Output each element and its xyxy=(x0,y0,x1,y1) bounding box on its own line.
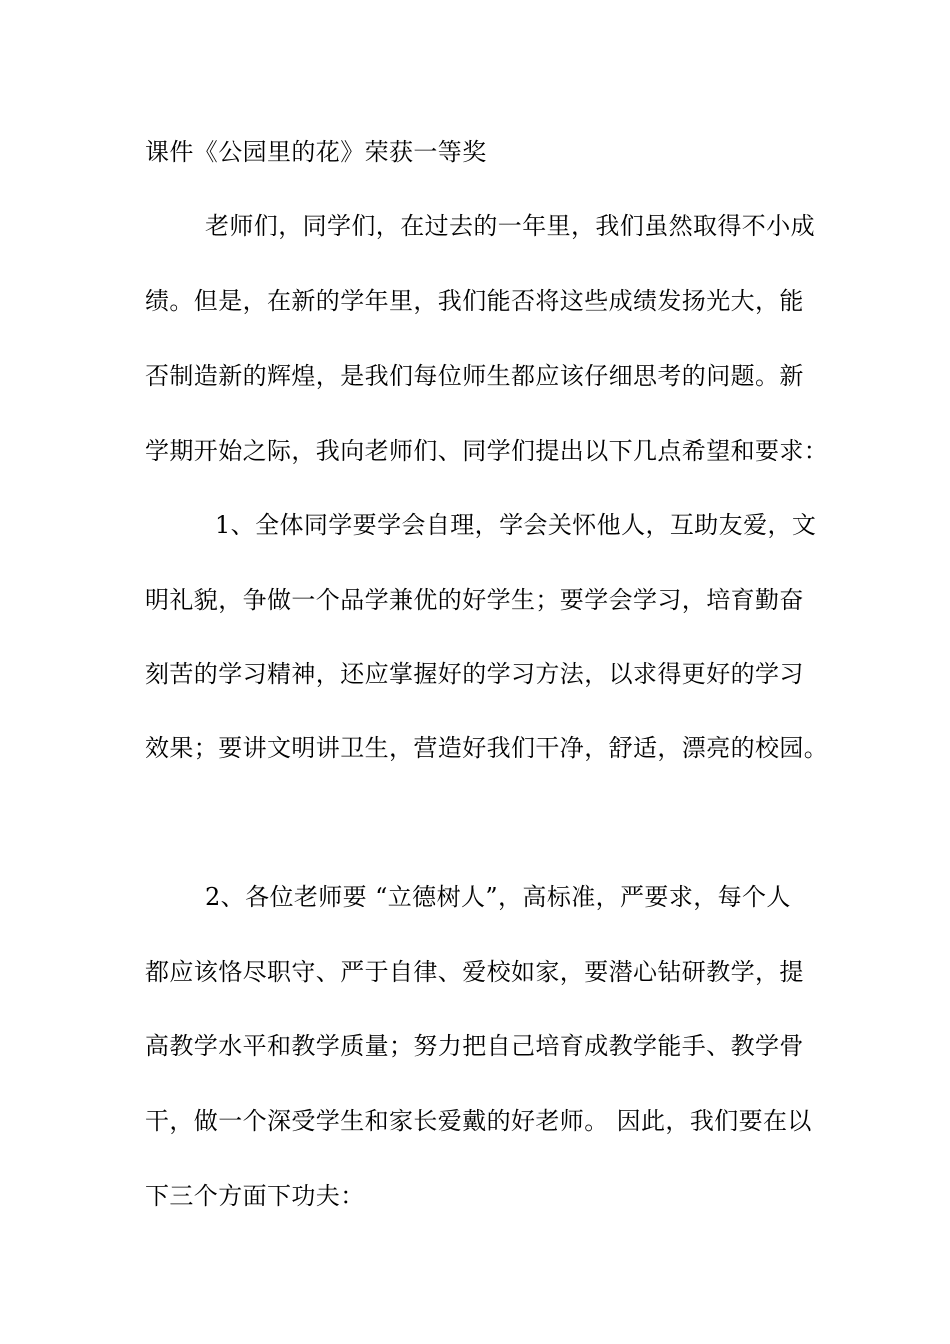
item-2-line-2: 都应该恪尽职守、严于自律、爱校如家，要潜心钻研教学，提 xyxy=(145,958,804,986)
award-line: 课件《公园里的花》荣获一等奖 xyxy=(145,138,487,166)
item-1-line-4: 效果；要讲文明讲卫生，营造好我们干净，舒适，漂亮的校园。 xyxy=(145,734,829,762)
paragraph-1-line-1: 老师们，同学们，在过去的一年里，我们虽然取得不小成 xyxy=(205,212,815,240)
item-2-line-1: 2、各位老师要 “立德树人”，高标准，严要求，每个人 xyxy=(205,883,791,911)
item-1-line-3: 刻苦的学习精神，还应掌握好的学习方法，以求得更好的学习 xyxy=(145,660,804,688)
paragraph-1-line-2: 绩。但是，在新的学年里，我们能否将这些成绩发扬光大，能 xyxy=(145,287,804,315)
paragraph-1-line-4: 学期开始之际，我向老师们、同学们提出以下几点希望和要求： xyxy=(145,437,829,465)
item-2-line-3: 高教学水平和教学质量；努力把自己培育成教学能手、教学骨 xyxy=(145,1032,804,1060)
item-1-line-2: 明礼貌，争做一个品学兼优的好学生；要学会学习，培育勤奋 xyxy=(145,586,804,614)
item-2-line-4: 干，做一个深受学生和家长爱戴的好老师。 因此，我们要在以 xyxy=(145,1107,812,1135)
item-2-line-5: 下三个方面下功夫： xyxy=(145,1182,365,1210)
item-1-line-1: 1、全体同学要学会自理，学会关怀他人，互助友爱，文 xyxy=(215,511,817,539)
paragraph-1-line-3: 否制造新的辉煌，是我们每位师生都应该仔细思考的问题。新 xyxy=(145,362,804,390)
